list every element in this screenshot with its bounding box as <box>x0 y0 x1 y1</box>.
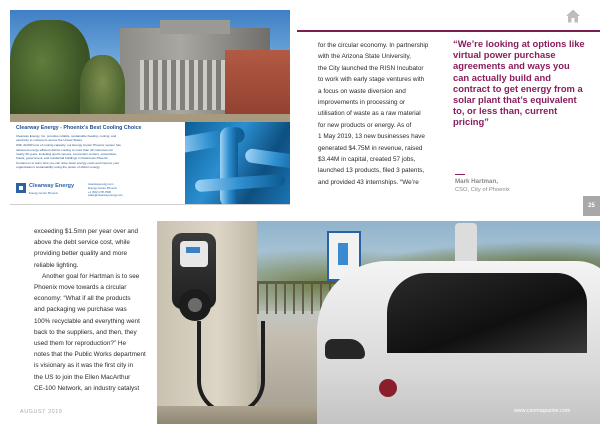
page-number: 25 <box>583 196 600 216</box>
home-icon[interactable] <box>565 8 581 24</box>
ad-photo <box>10 10 290 122</box>
article-column-top: for the circular economy. In partnership with the Arizona State University, the City launched the RISN Incubator to work with early stage ventures with a focus on waste diversion and improvements in processing or utilisation of waste as a raw material for new products or energy. As of 1 May 2019, 13 new businesses have generated $4.75M in revenue, raised $3.44M in capital, created 57 jobs, launched 13 products, filed 3 patents, and provided 43 internships. “We’re <box>318 42 429 186</box>
ad-contact: clearwayenergy.com Energy Center Phoenix +1 (602) 278-7900 sales@clearwayenergy.com <box>88 182 123 198</box>
ad-logo-name: Clearway Energy <box>29 183 75 189</box>
footer-issue-date: AUGUST 2019 <box>20 409 63 415</box>
ad-divider <box>10 204 290 205</box>
quote-attribution-name: Mark Hartman, <box>455 178 498 185</box>
footer-website[interactable]: www.csomagazine.com <box>514 408 571 414</box>
ad-body: Clearway Energy, Inc. provides reliable, sustainable heating, cooling, and electricity to customers across the United States. With 40,000 tons of cooling capacity, our Energy Center Phoenix system has delivered energy-efficient district cooling to more than 40 customers for nearly 30 years, including sports venues, convention centers, universities, hotels, government, and residential buildings in Downtown Phoenix. Contact us to learn how you can drive down energy costs and improve your organization's sustainability using the power of district energy. <box>16 134 121 170</box>
ev-charging-photo <box>157 221 600 424</box>
ad-title: Clearway Energy - Phoenix's Best Cooling Choice <box>16 125 142 131</box>
pull-quote: “We’re looking at options like virtual power purchase agreements and ways you can actually build and contract to get energy from a solar plant that’s equivalent to, or less than, current pricing” <box>453 38 585 128</box>
header-rule <box>297 30 600 32</box>
ad-pipes-photo <box>185 122 290 204</box>
quote-rule <box>455 174 465 175</box>
quote-attribution-role: CSO, City of Phoenix <box>455 187 510 193</box>
ad-logo-sub: Energy Center Phoenix <box>29 191 58 195</box>
article-column-bottom: exceeding $1.5mn per year over and above the debt service cost, while providing better quality and more reliable lighting. Another goal for Hartman is to see Phoenix move towards a circular economy: “What if all the products and packaging we purchase was 100% recyclable and everything went back to the suppliers, and then, they used them for reproduction?” He notes that the Public Works department is visionary as it was the first city in the US to join the Ellen MacArthur CE-100 Network, an industry catalyst <box>34 228 146 392</box>
